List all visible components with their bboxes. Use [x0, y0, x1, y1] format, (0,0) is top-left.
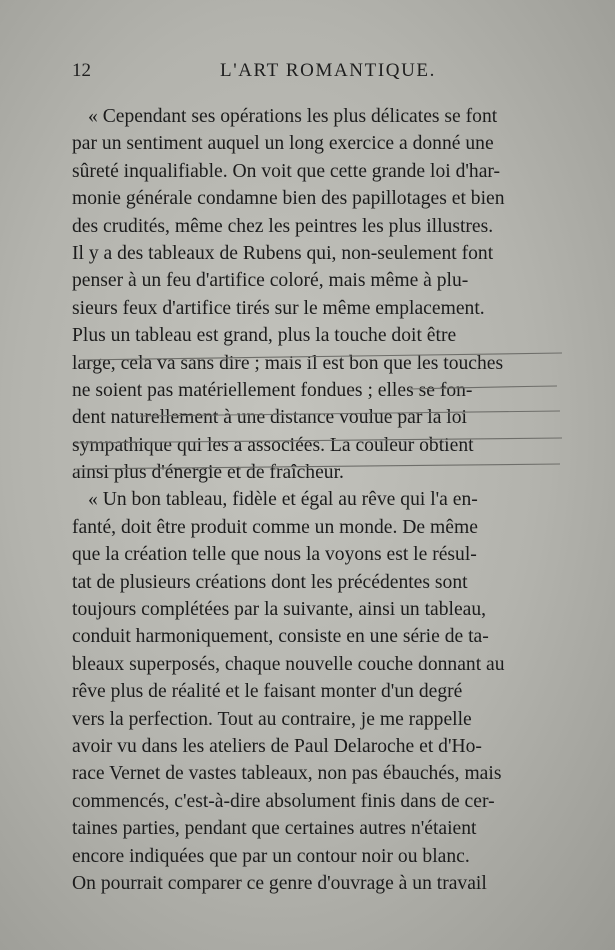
text-line: encore indiquées que par un contour noir ou blanc. [72, 845, 470, 867]
text-line: conduit harmoniquement, consiste en une série de ta- [72, 626, 489, 648]
text-line: « Cependant ses opérations les plus délicates se font [88, 106, 498, 127]
text-line: Plus un tableau est grand, plus la touche doit être [72, 325, 457, 347]
text-line: que la création telle que nous la voyons est le résul- [72, 544, 477, 566]
text-line: sieurs feux d'artifice tirés sur le même emplacement. [72, 297, 485, 319]
text-line: « Un bon tableau, fidèle et égal au rêve qui l'a en- [88, 489, 478, 511]
text-line: vers la perfection. Tout au contraire, je me rappelle [72, 708, 472, 730]
text-line: toujours complétées par la suivante, ainsi un tableau, [72, 599, 487, 621]
text-line: On pourrait comparer ce genre d'ouvrage à un travail [72, 872, 487, 894]
text-line: monie générale condamne bien des papillotages et bien [72, 188, 505, 210]
page-header [72, 60, 572, 90]
text-line: dent naturellement à une distance voulue par la loi [72, 407, 467, 429]
text-line: Il y a des tableaux de Rubens qui, non-seulement font [72, 242, 494, 264]
text-line: par un sentiment auquel un long exercice a donné une [72, 133, 494, 155]
text-line: fanté, doit être produit comme un monde. De même [72, 516, 478, 538]
text-line: penser à un feu d'artifice coloré, mais même à plu- [72, 270, 469, 292]
text-line: ne soient pas matériellement fondues ; elles se fon- [72, 379, 473, 401]
text-line: ainsi plus d'énergie et de fraîcheur. [72, 462, 344, 484]
page-number: 12 [72, 60, 91, 81]
text-line: avoir vu dans les ateliers de Paul Delaroche et d'Ho- [72, 735, 482, 757]
text-line: taines parties, pendant que certaines autres n'étaient [72, 818, 477, 840]
text-line: sûreté inqualifiable. On voit que cette grande loi d'har- [72, 160, 501, 182]
text-line: rêve plus de réalité et le faisant monter d'un degré [72, 681, 463, 703]
text-line: bleaux superposés, chaque nouvelle couche donnant au [72, 653, 505, 675]
text-line: sympathique qui les a associées. La couleur obtient [72, 434, 474, 456]
text-line: tat de plusieurs créations dont les précédentes sont [72, 571, 468, 593]
running-title: L'ART ROMANTIQUE. [220, 60, 436, 81]
text-line: des crudités, même chez les peintres les plus illustres. [72, 215, 494, 237]
text-line: race Vernet de vastes tableaux, non pas ébauchés, mais [72, 763, 502, 785]
text-line: commencés, c'est-à-dire absolument finis dans de cer- [72, 790, 495, 812]
body-text [72, 103, 572, 897]
text-line: large, cela va sans dire ; mais il est bon que les touches [72, 352, 504, 374]
